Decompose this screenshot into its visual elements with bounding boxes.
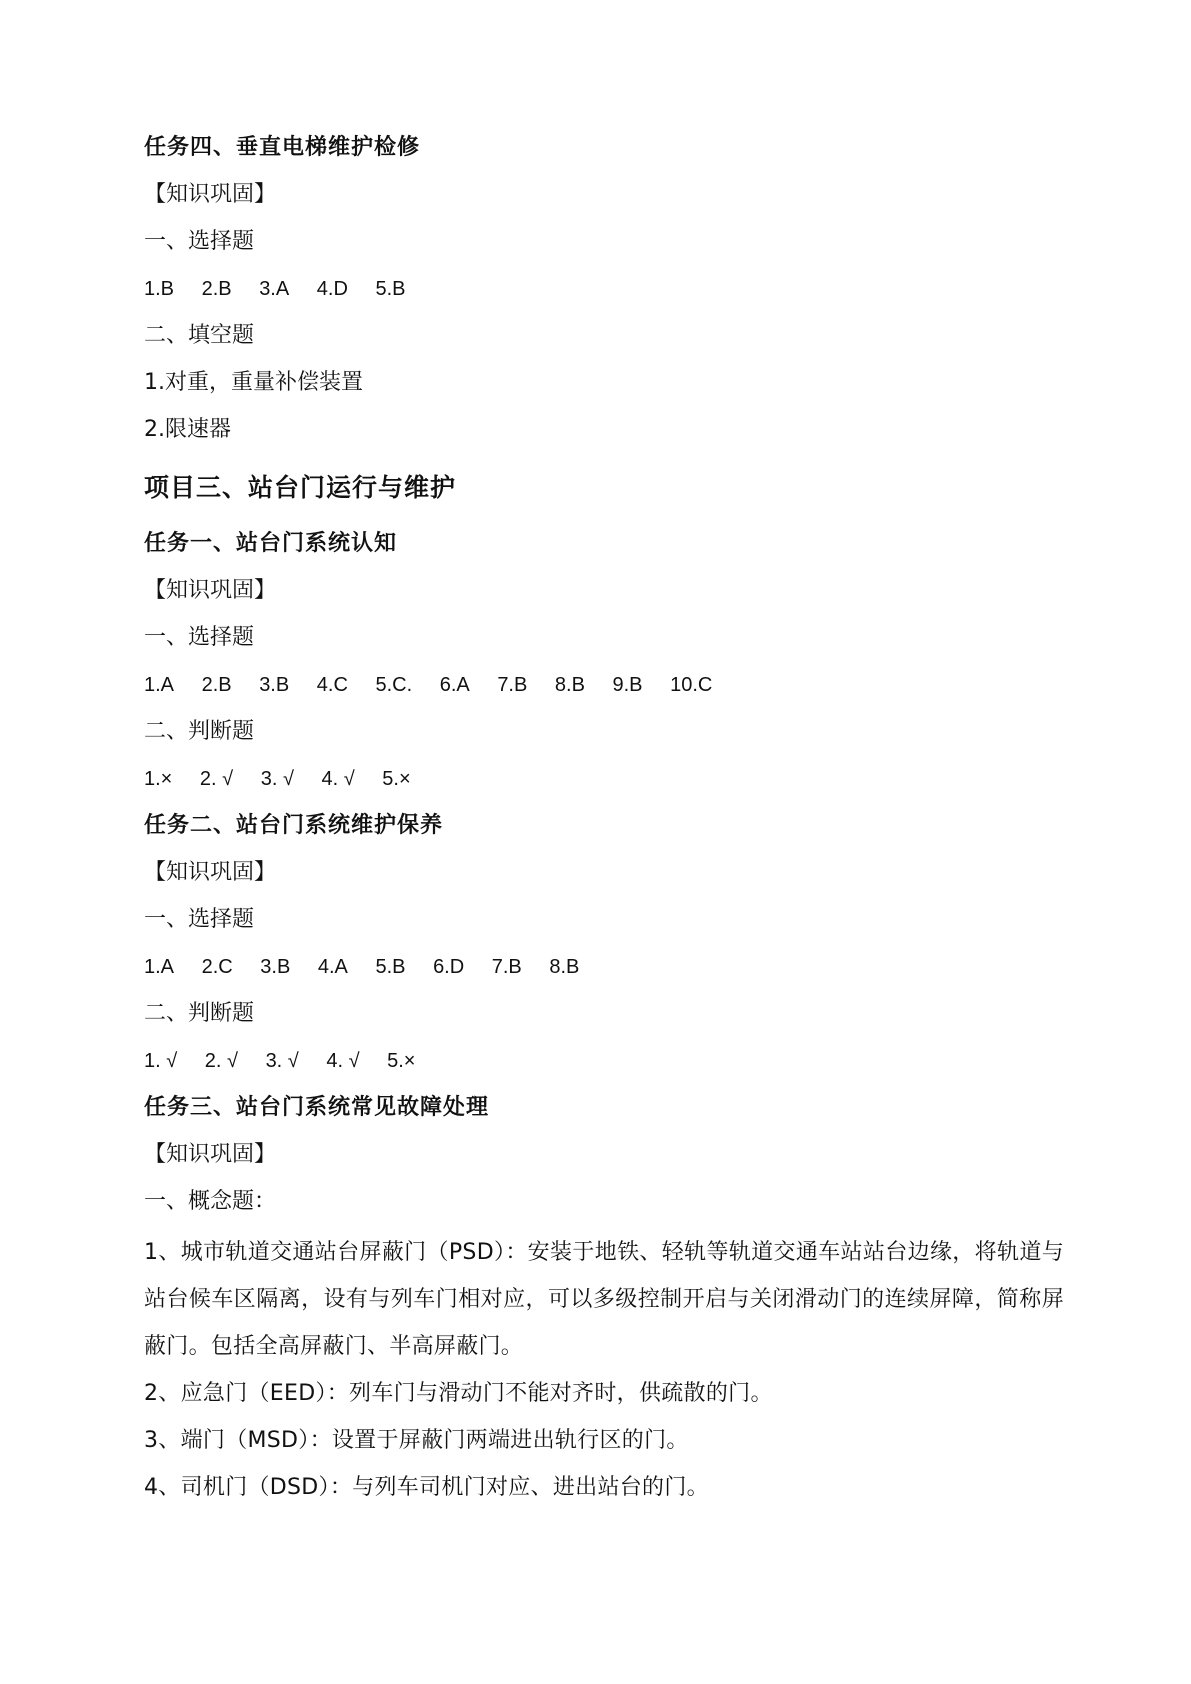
answer-item: 4. √ <box>326 1050 360 1072</box>
answer-item: 2.B <box>201 278 232 300</box>
answer-item: 5.B <box>375 956 406 978</box>
definition-paragraph: 4、司机门（DSD）：与列车司机门对应、进出站台的门。 <box>144 1475 709 1500</box>
answer-item: 1.B <box>144 278 175 300</box>
answer-item: 6.A <box>439 674 470 696</box>
answer-item: 4. √ <box>321 768 355 790</box>
answer-list <box>144 665 1064 705</box>
answer-item: 1. √ <box>144 1050 178 1072</box>
answer-item: 5.C. <box>375 674 413 696</box>
answer-item: 8.B <box>554 674 585 696</box>
answer-item: 4.A <box>317 956 348 978</box>
answer-item: 5.× <box>387 1050 416 1072</box>
answer-list <box>144 947 1064 987</box>
task-heading: 任务三、站台门系统常见故障处理 <box>144 1095 490 1120</box>
project-heading: 项目三、站台门运行与维护 <box>144 473 457 502</box>
answer-item: 2. √ <box>199 768 234 790</box>
definition-paragraph: 2、应急门（EED）：列车门与滑动门不能对齐时，供疏散的门。 <box>144 1381 773 1406</box>
answer-item: 3.B <box>260 956 291 978</box>
answer-item: 3.A <box>259 278 290 300</box>
answer-item: 1.× <box>144 768 173 790</box>
answer-line: 2.限速器 <box>144 417 231 442</box>
section-label: 【知识巩固】 <box>144 860 277 885</box>
question-type-label: 一、选择题 <box>144 229 255 254</box>
answer-item: 4.D <box>316 278 348 300</box>
answer-item: 8.B <box>549 956 580 978</box>
answer-item: 2.B <box>201 674 232 696</box>
definition-paragraph: 3、端门（MSD）：设置于屏蔽门两端进出轨行区的门。 <box>144 1428 689 1453</box>
answer-item: 3. √ <box>265 1050 299 1072</box>
answer-item: 6.D <box>433 956 465 978</box>
answer-item: 10.C <box>670 674 713 696</box>
answer-item: 5.B <box>375 278 406 300</box>
question-type-label: 二、判断题 <box>144 719 255 744</box>
document-page <box>144 128 1064 1511</box>
question-type-label: 一、选择题 <box>144 907 255 932</box>
answer-item: 1.A <box>144 956 175 978</box>
question-type-label: 二、判断题 <box>144 1001 255 1026</box>
answer-item: 7.B <box>491 956 522 978</box>
answer-item: 7.B <box>497 674 528 696</box>
question-type-label: 一、概念题： <box>144 1189 277 1214</box>
task-heading: 任务二、站台门系统维护保养 <box>144 813 444 838</box>
answer-item: 4.C <box>316 674 348 696</box>
answer-item: 3.B <box>259 674 290 696</box>
section-label: 【知识巩固】 <box>144 578 277 603</box>
task-heading: 任务四、垂直电梯维护检修 <box>144 135 421 160</box>
answer-line: 1.对重，重量补偿装置 <box>144 370 363 395</box>
answer-item: 3. √ <box>260 768 294 790</box>
answer-list <box>144 759 1064 799</box>
answer-item: 9.B <box>612 674 643 696</box>
section-label: 【知识巩固】 <box>144 182 277 207</box>
answer-list <box>144 269 1064 309</box>
question-type-label: 一、选择题 <box>144 625 255 650</box>
answer-item: 2. √ <box>204 1050 238 1072</box>
answer-item: 2.C <box>201 956 233 978</box>
answer-item: 1.A <box>144 674 175 696</box>
definition-paragraph: 1、城市轨道交通站台屏蔽门（PSD）：安装于地铁、轻轨等轨道交通车站站台边缘，将轨道与站台候车区隔离，设有与列车门相对应，可以多级控制开启与关闭滑动门的连续屏障，简称屏蔽门。包括全高屏蔽门、半高屏蔽门。 <box>144 1240 1064 1359</box>
answer-item: 5.× <box>382 768 411 790</box>
answer-list <box>144 1041 1064 1081</box>
section-label: 【知识巩固】 <box>144 1142 277 1167</box>
question-type-label: 二、填空题 <box>144 323 255 348</box>
task-heading: 任务一、站台门系统认知 <box>144 531 398 556</box>
